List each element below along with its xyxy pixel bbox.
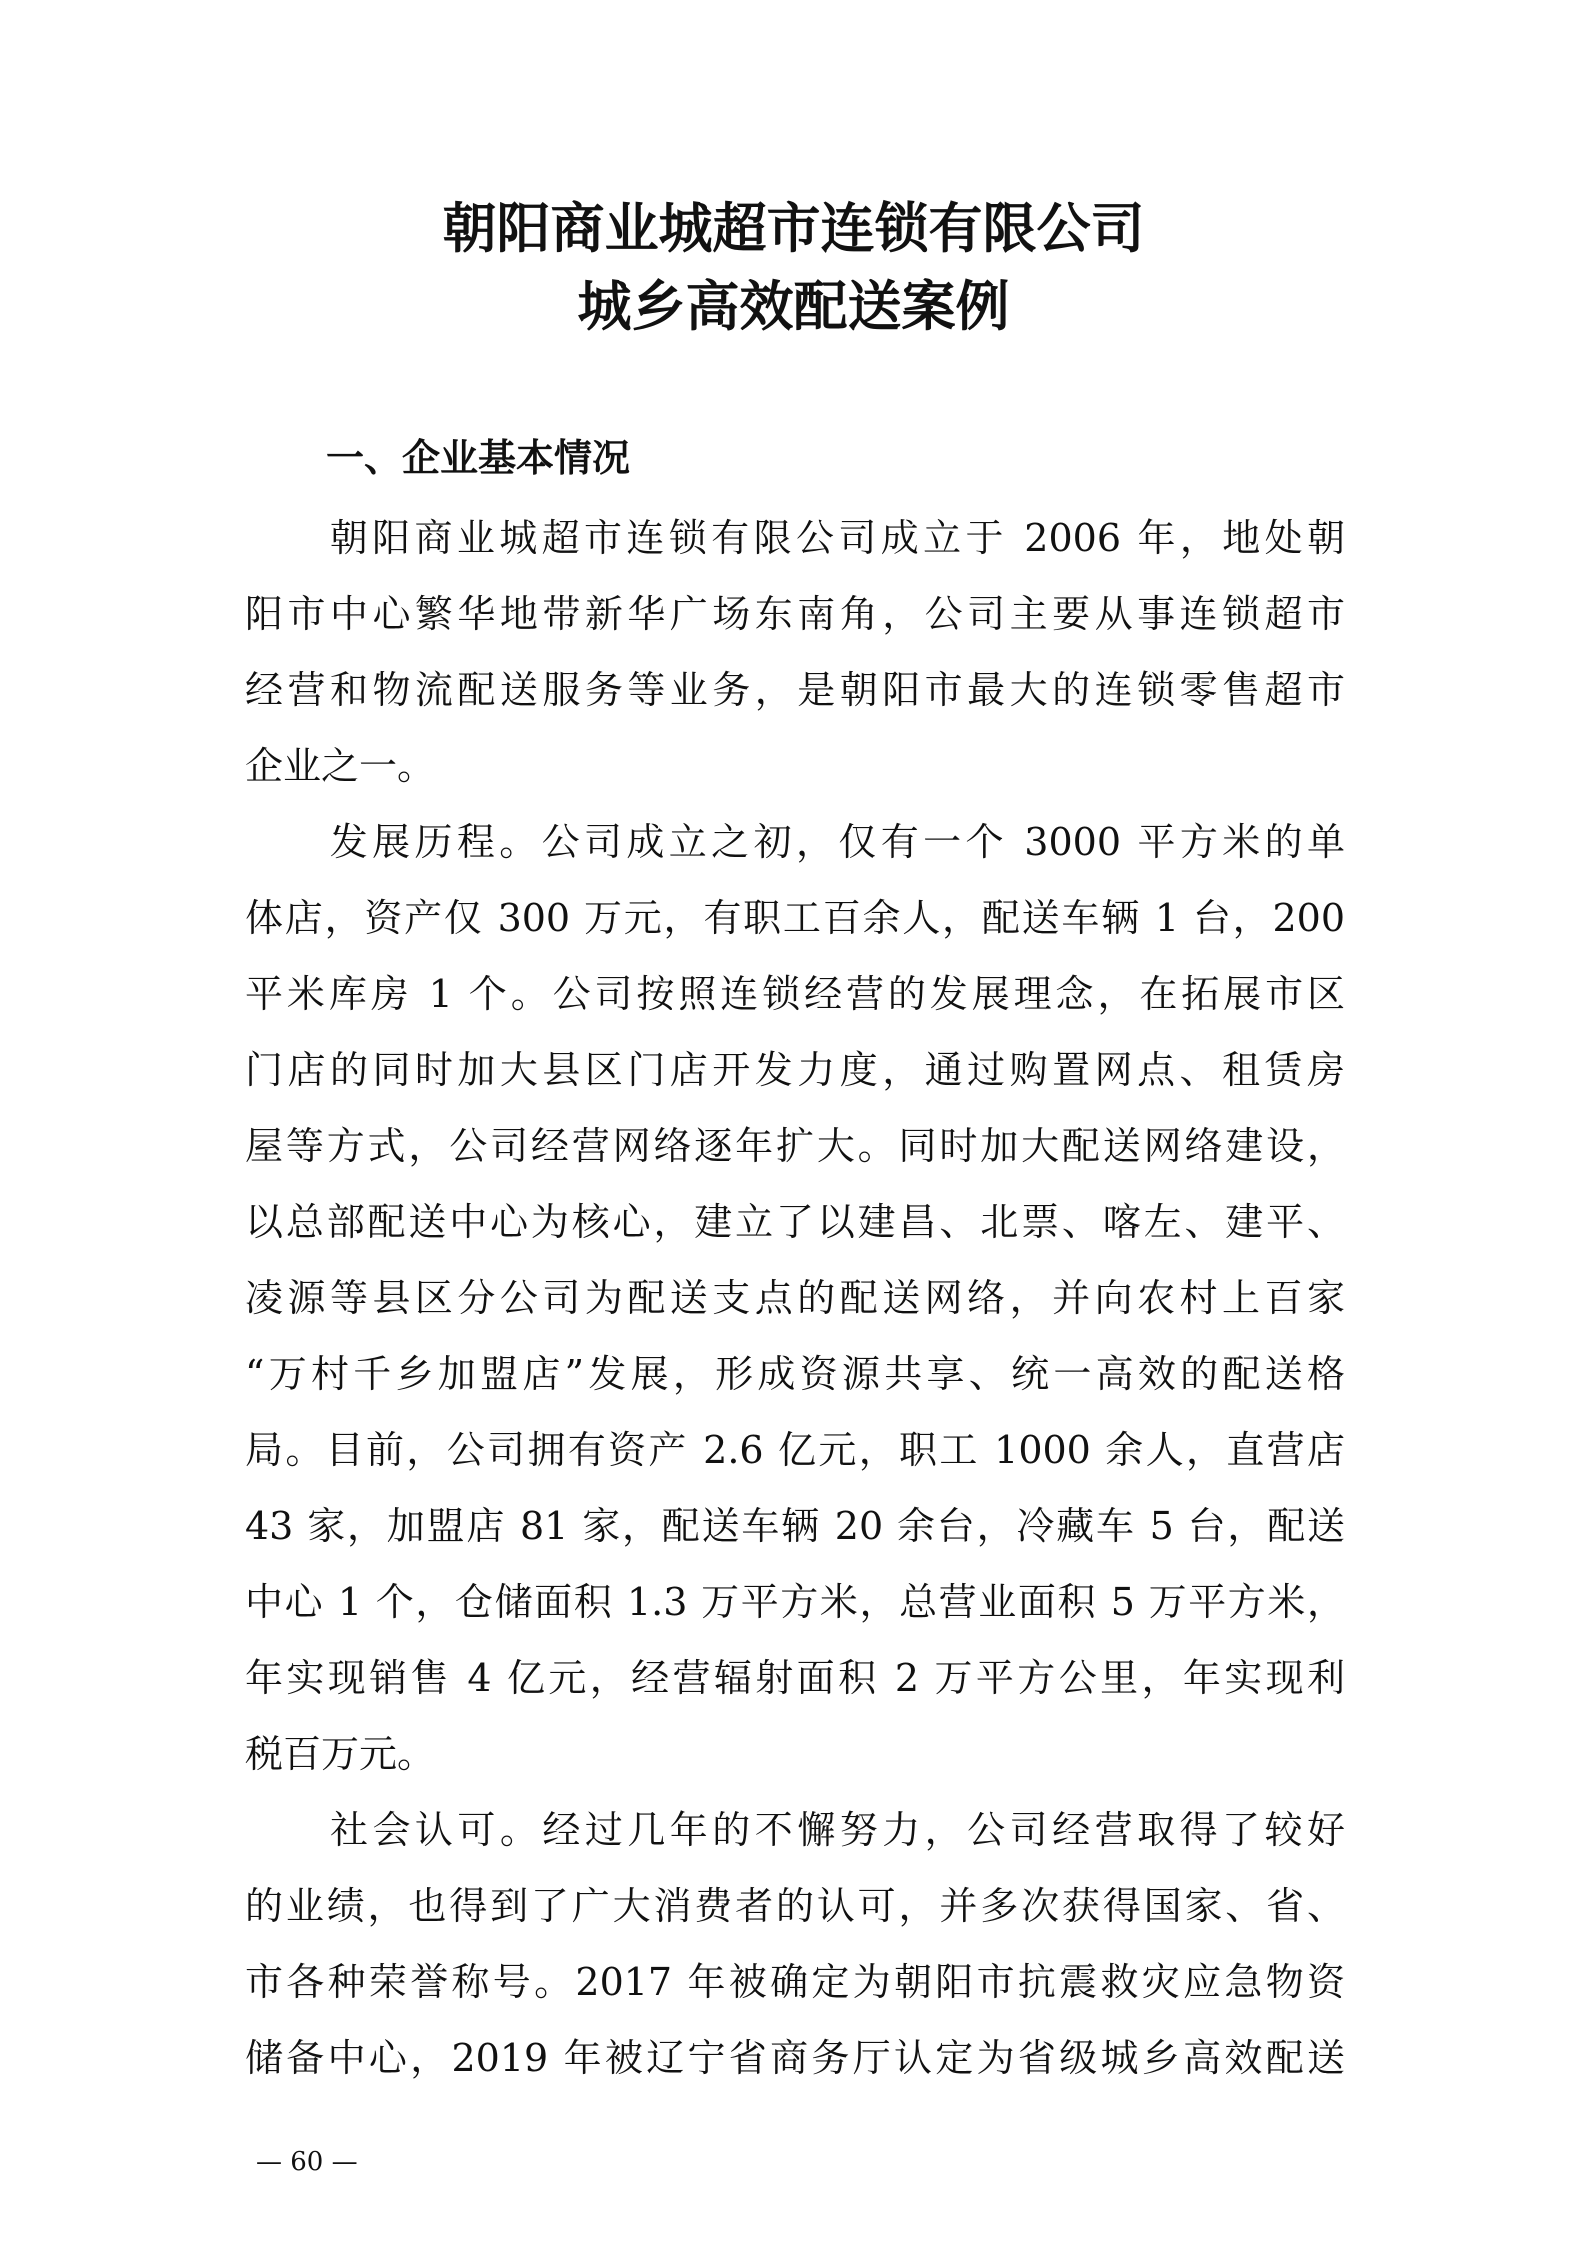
body-line: 经营和物流配送服务等业务，是朝阳市最大的连锁零售超市 <box>245 668 1345 712</box>
body-line: 阳市中心繁华地带新华广场东南角，公司主要从事连锁超市 <box>245 592 1345 636</box>
body-line: 税百万元。 <box>245 1732 436 1776</box>
body-line: 屋等方式，公司经营网络逐年扩大。同时加大配送网络建设， <box>245 1124 1345 1168</box>
body-line: 凌源等县区分公司为配送支点的配送网络，并向农村上百家 <box>245 1276 1345 1320</box>
body-line: 43 家，加盟店 81 家，配送车辆 20 余台，冷藏车 5 台，配送 <box>245 1504 1345 1548</box>
body-line: 体店，资产仅 300 万元，有职工百余人，配送车辆 1 台，200 <box>245 896 1345 940</box>
body-line: 年实现销售 4 亿元，经营辐射面积 2 万平方公里，年实现利 <box>245 1656 1345 1700</box>
body-line: 企业之一。 <box>245 744 436 788</box>
body-line: 以总部配送中心为核心，建立了以建昌、北票、喀左、建平、 <box>245 1200 1345 1244</box>
body-line: 中心 1 个，仓储面积 1.3 万平方米，总营业面积 5 万平方米， <box>245 1580 1345 1624</box>
section-heading: 一、企业基本情况 <box>326 436 631 480</box>
body-line: “万村千乡加盟店”发展，形成资源共享、统一高效的配送格 <box>245 1352 1345 1396</box>
body-line: 市各种荣誉称号。2017 年被确定为朝阳市抗震救灾应急物资 <box>245 1960 1345 2004</box>
body-line: 发展历程。公司成立之初，仅有一个 3000 平方米的单 <box>245 820 1345 864</box>
body-line: 的业绩，也得到了广大消费者的认可，并多次获得国家、省、 <box>245 1884 1345 1928</box>
document-title-line-2: 城乡高效配送案例 <box>577 274 1010 338</box>
body-line: 门店的同时加大县区门店开发力度，通过购置网点、租赁房 <box>245 1048 1345 1092</box>
document-title-line-1: 朝阳商业城超市连锁有限公司 <box>442 196 1145 260</box>
body-line: 局。目前，公司拥有资产 2.6 亿元，职工 1000 余人，直营店 <box>245 1428 1345 1472</box>
body-line: 储备中心，2019 年被辽宁省商务厅认定为省级城乡高效配送 <box>245 2036 1345 2080</box>
body-line: 平米库房 1 个。公司按照连锁经营的发展理念，在拓展市区 <box>245 972 1345 1016</box>
body-line: 朝阳商业城超市连锁有限公司成立于 2006 年，地处朝 <box>245 516 1345 560</box>
body-line: 社会认可。经过几年的不懈努力，公司经营取得了较好 <box>245 1808 1345 1852</box>
page-number: — 60 — <box>256 2147 358 2177</box>
